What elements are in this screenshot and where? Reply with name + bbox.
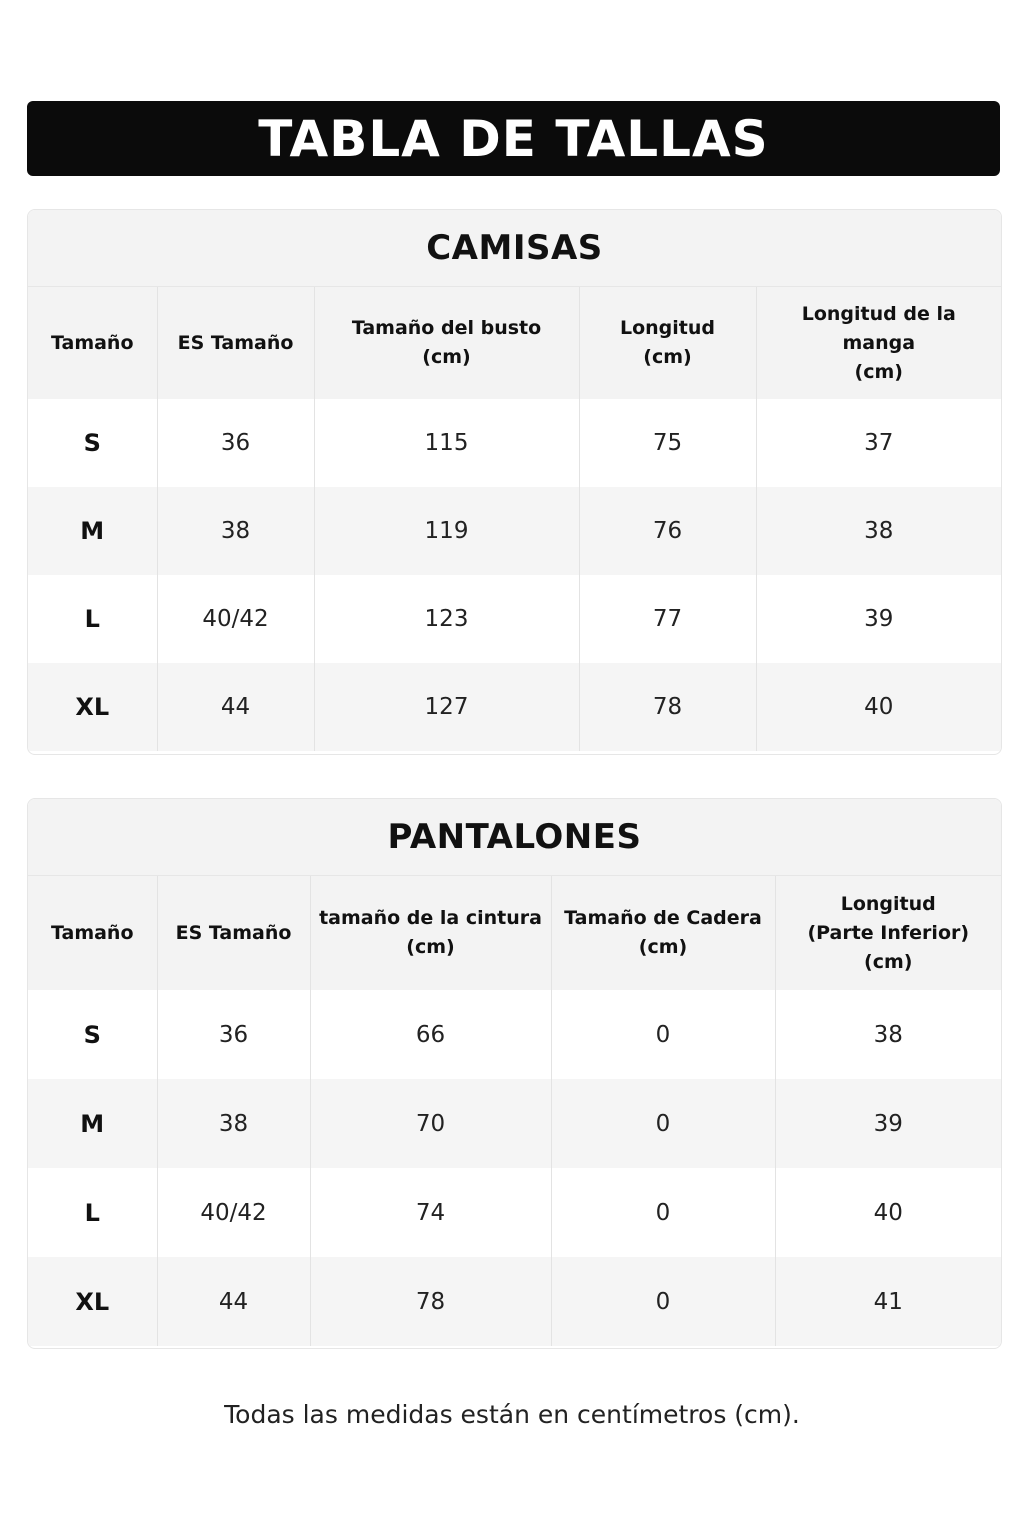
hip-cell: 0 — [551, 1168, 775, 1257]
es-size-cell: 38 — [157, 1079, 310, 1168]
sleeve-length-cell: 40 — [756, 663, 1001, 751]
es-size-cell: 36 — [157, 990, 310, 1079]
sleeve-length-cell: 37 — [864, 430, 894, 456]
pants-section-header — [28, 799, 1001, 876]
page-title: TABLA DE TALLAS — [258, 109, 769, 168]
shirts-table — [28, 287, 1001, 751]
table-row — [28, 990, 1001, 1079]
column-header-es-size: ES Tamaño — [157, 287, 314, 399]
title-banner — [27, 101, 1000, 176]
table-row — [28, 575, 1001, 663]
table-row — [28, 1257, 1001, 1346]
pants-table — [28, 876, 1001, 1346]
length-cell: 38 — [873, 1021, 903, 1048]
table-row — [28, 399, 1001, 487]
length-cell: 76 — [579, 487, 756, 575]
es-size-cell: 38 — [157, 487, 314, 575]
measurement-footnote: Todas las medidas están en centímetros (cm). — [224, 1400, 800, 1429]
waist-cell: 70 — [310, 1079, 551, 1168]
column-header-es-size: ES Tamaño — [157, 876, 310, 990]
waist-cell: 78 — [310, 1257, 551, 1346]
length-cell: 77 — [579, 575, 756, 663]
shirts-section-header — [28, 210, 1001, 287]
hip-cell: 0 — [551, 1257, 775, 1346]
table-row — [28, 663, 1001, 751]
column-header-length: Longitud (cm) — [579, 287, 756, 399]
es-size-cell: 44 — [157, 663, 314, 751]
size-cell: L — [28, 575, 157, 663]
bust-cell: 119 — [314, 487, 579, 575]
waist-cell: 74 — [310, 1168, 551, 1257]
size-cell: XL — [28, 1257, 157, 1346]
table-header-row — [28, 287, 1001, 399]
column-header-size: Tamaño — [28, 287, 157, 399]
length-cell: 39 — [775, 1079, 1001, 1168]
size-cell: L — [28, 1168, 157, 1257]
length-cell: 78 — [579, 663, 756, 751]
bust-cell: 123 — [314, 575, 579, 663]
es-size-cell: 44 — [157, 1257, 310, 1346]
shirts-size-table — [27, 209, 1002, 755]
sleeve-length-cell: 39 — [864, 606, 894, 632]
column-header-hip: Tamaño de Cadera (cm) — [551, 876, 775, 990]
es-size-cell: 36 — [157, 399, 314, 487]
column-header-sleeve-length: Longitud de la manga (cm) — [756, 287, 1001, 399]
column-header-size: Tamaño — [28, 876, 157, 990]
size-cell: S — [28, 399, 157, 487]
shirts-section-title: CAMISAS — [426, 228, 603, 268]
es-size-cell: 40/42 — [157, 575, 314, 663]
column-header-bust: Tamaño del busto (cm) — [314, 287, 579, 399]
waist-cell: 66 — [310, 990, 551, 1079]
bust-cell: 127 — [314, 663, 579, 751]
hip-cell: 0 — [551, 1079, 775, 1168]
es-size-cell: 40/42 — [157, 1168, 310, 1257]
pants-size-table — [27, 798, 1002, 1349]
pants-section-title: PANTALONES — [387, 817, 642, 857]
column-header-waist: tamaño de la cintura (cm) — [310, 876, 551, 990]
table-header-row — [28, 876, 1001, 990]
sleeve-length-cell: 38 — [756, 487, 1001, 575]
table-row — [28, 487, 1001, 575]
length-cell: 41 — [775, 1257, 1001, 1346]
table-row — [28, 1079, 1001, 1168]
hip-cell: 0 — [551, 990, 775, 1079]
table-row — [28, 1168, 1001, 1257]
size-cell: S — [28, 990, 157, 1079]
size-cell: M — [28, 1079, 157, 1168]
length-cell: 40 — [873, 1199, 903, 1226]
bust-cell: 115 — [314, 399, 579, 487]
size-cell: XL — [28, 663, 157, 751]
size-cell: M — [28, 487, 157, 575]
length-cell: 75 — [579, 399, 756, 487]
column-header-inseam-length: Longitud (Parte Inferior) (cm) — [775, 876, 1001, 990]
